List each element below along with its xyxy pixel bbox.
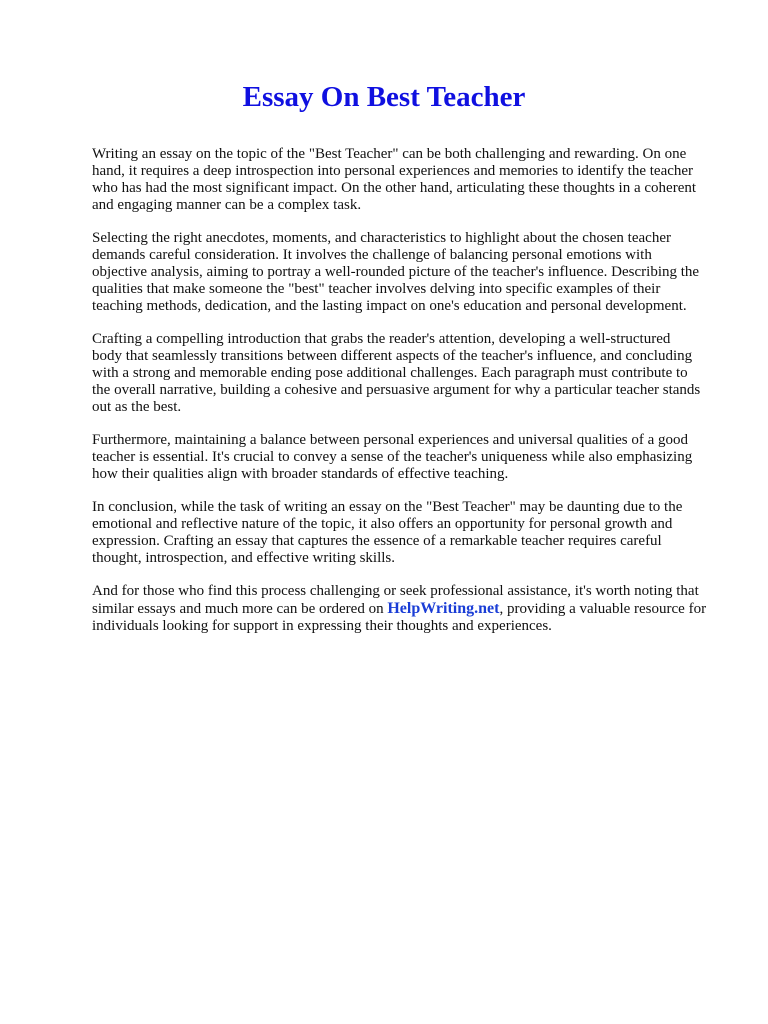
paragraph-line: Crafting a compelling introduction that grabs the reader's attention, developing a well-structured bbox=[92, 331, 671, 347]
paragraph-line: body that seamlessly transitions between different aspects of the teacher's influence, and concluding bbox=[92, 348, 693, 364]
paragraph-line: teacher is essential. It's crucial to convey a sense of the teacher's uniqueness while also emphasizing bbox=[92, 449, 693, 465]
link-trail-text: , providing a valuable resource for bbox=[499, 601, 707, 617]
paragraph-line: the overall narrative, building a cohesive and persuasive argument for why a particular teacher stands bbox=[92, 382, 701, 398]
page-title: Essay On Best Teacher bbox=[242, 81, 526, 113]
paragraph-line: qualities that make someone the "best" teacher involves delving into specific examples of their bbox=[92, 281, 661, 297]
paragraph-line: teaching methods, dedication, and the lasting impact on one's education and personal development. bbox=[92, 298, 687, 314]
paragraph-line: out as the best. bbox=[92, 399, 182, 415]
paragraph-line: individuals looking for support in expressing their thoughts and experiences. bbox=[92, 618, 552, 634]
paragraph-line: hand, it requires a deep introspection into personal experiences and memories to identify the teacher bbox=[92, 163, 694, 179]
paragraph-line: And for those who find this process challenging or seek professional assistance, it's worth noting that bbox=[92, 583, 699, 599]
paragraph-1 bbox=[92, 146, 732, 214]
link-lead-text: similar essays and much more can be ordered on bbox=[92, 601, 388, 617]
essay-body bbox=[92, 146, 732, 651]
paragraph-line-with-link bbox=[92, 600, 732, 618]
paragraph-line: and engaging manner can be a complex task. bbox=[92, 197, 362, 213]
paragraph-5 bbox=[92, 499, 732, 567]
paragraph-3 bbox=[92, 331, 732, 416]
paragraph-line: with a strong and memorable ending pose additional challenges. Each paragraph must contribute to bbox=[92, 365, 688, 381]
paragraph-line: expression. Crafting an essay that captures the essence of a remarkable teacher requires careful bbox=[92, 533, 662, 549]
helpwriting-link[interactable]: HelpWriting.net bbox=[387, 600, 500, 617]
paragraph-2 bbox=[92, 230, 732, 315]
paragraph-line: demands careful consideration. It involves the challenge of balancing personal emotions with bbox=[92, 247, 652, 263]
closing-paragraph bbox=[92, 583, 732, 635]
paragraph-line: In conclusion, while the task of writing an essay on the "Best Teacher" may be daunting due to the bbox=[92, 499, 683, 515]
paragraph-line: how their qualities align with broader standards of effective teaching. bbox=[92, 466, 509, 482]
paragraph-line: Furthermore, maintaining a balance between personal experiences and universal qualities of a good bbox=[92, 432, 689, 448]
paragraph-line: who has had the most significant impact. On the other hand, articulating these thoughts in a coherent bbox=[92, 180, 697, 196]
paragraph-line: Writing an essay on the topic of the "Best Teacher" can be both challenging and rewarding. On one bbox=[92, 146, 687, 162]
paragraph-line: objective analysis, aiming to portray a well-rounded picture of the teacher's influence. Describing the bbox=[92, 264, 700, 280]
paragraph-line: Selecting the right anecdotes, moments, and characteristics to highlight about the chosen teacher bbox=[92, 230, 671, 246]
paragraph-4 bbox=[92, 432, 732, 483]
paragraph-line: thought, introspection, and effective writing skills. bbox=[92, 550, 396, 566]
paragraph-line: emotional and reflective nature of the topic, it also offers an opportunity for personal growth and bbox=[92, 516, 673, 532]
